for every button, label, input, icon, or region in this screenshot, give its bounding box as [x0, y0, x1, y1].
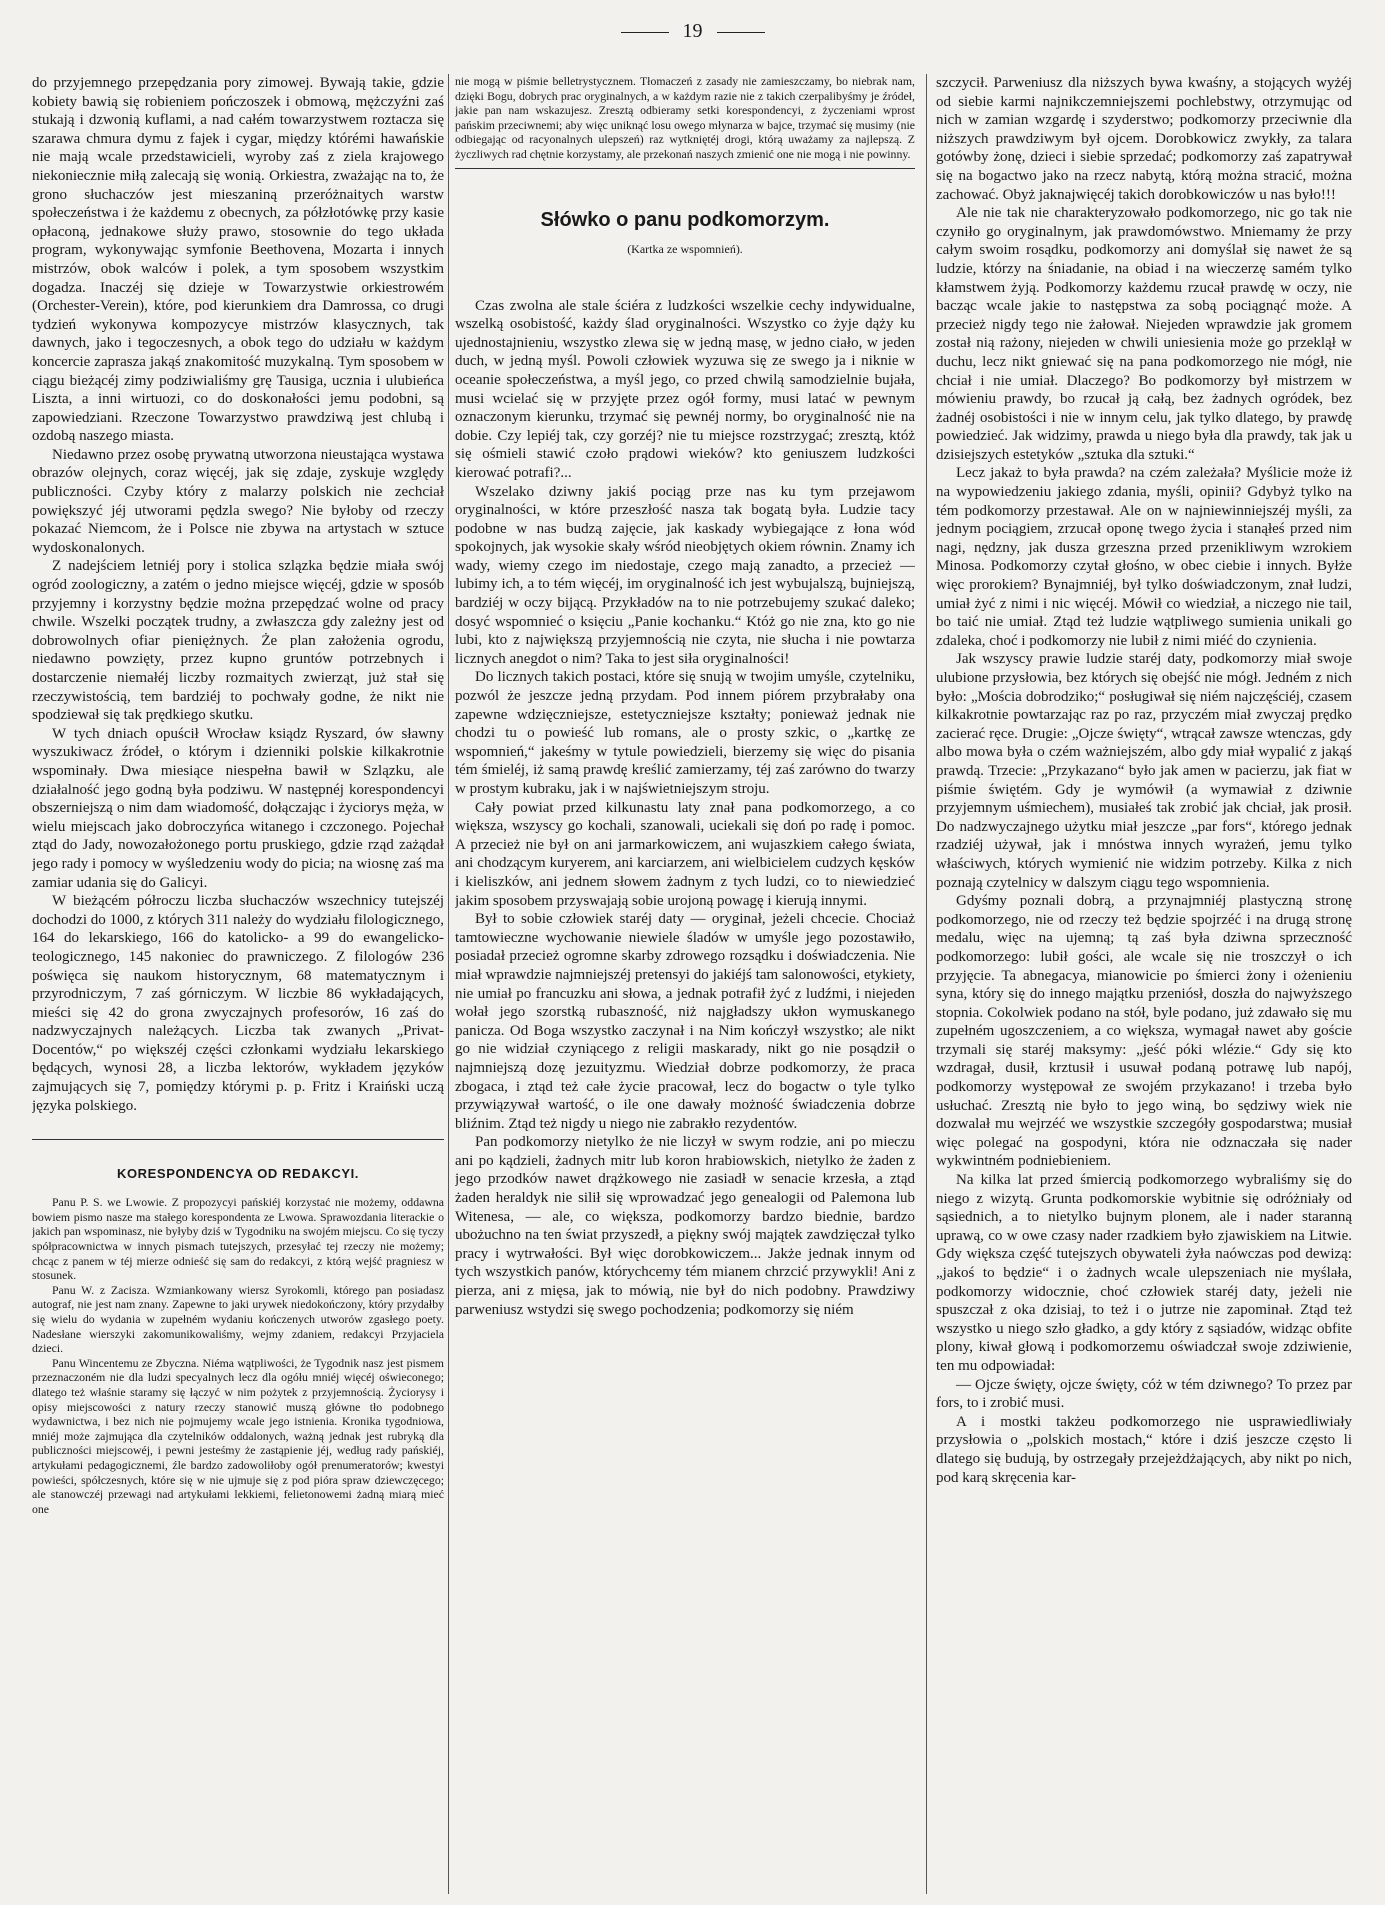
body-paragraph: A i mostki takżeu podkomorzego nie usprawiedliwiały przysłowia o „polskich mostach,“ które i dziś jeszcze często li dlatego się budują, by ostrzegały przejeżdżających, aby nikt po nich, pod karą skręcenia kar-	[936, 1413, 1352, 1486]
divider	[32, 1139, 444, 1140]
body-paragraph: W tych dniach opuścił Wrocław ksiądz Ryszard, ów sławny wyszukiwacz źródeł, o którym i dzienniki polskie kilkakrotnie wspominały. Dwa miesiące niespełna bawił w Szlązku, ale działalność jego godną była podziwu. W następnéj korespondencyi obszerniejszą o nim dam wiadomość, dołączając i życiorys męża, w wielu miejscach jako dobroczyńca witanego i czczonego. Pojechał ztąd do Jady, nowozałożonego portu pruskiego, gdzie rząd zażądał jego rady i pomocy w wyśledzeniu wody do picia; na wiosnę zaś ma zamiar udania się do Galicyi.	[32, 725, 444, 891]
body-paragraph: Wszelako dziwny jakiś pociąg prze nas ku tym przejawom oryginalności, w które przeszłość nasza tak bogatą była. Ludzie tacy podobne w nas budzą zajęcie, jak kaskady wybiegające z łona wód spokojnych, jak wysokie skały wśród nieobjętych okiem równin. Znamy ich wady, wiemy czego im niedostaje, czego mają zanadto, a przecież — lubimy ich, a to tém więcéj, im oryginalność ich jest wybujalszą, bujniejszą, bardziéj w oczy bijącą. Przykładów na to nie potrzebujemy szukać daleko; dosyć wspomnieć o księciu „Panie kochanku.“ Któż go nie zna, kto go nie lubi, kto z największą przyjemnością nie czyta, nie słucha i nie powtarza licznych anegdot o nim? Taka to jest siła oryginalności!	[455, 483, 915, 667]
correspondence-note: nie mogą w piśmie belletrystycznem. Tłomaczeń z zasady nie zamieszczamy, bo niebrak nam, dzięki Bogu, dobrych prac oryginalnych, a w każdym razie nie z takich czerpalibyśmy je źródeł, jakie pan nam wskazujesz. Zresztą odbieramy setki korespondencyi, z życzeniami wprost pańskim przeciwnemi; aby więc uniknąć losu owego młynarza w bajce, trzymać się musimy (nie odbiegając od racyonalnych ulepszeń) raz wytkniętéj drogi, którą uważamy za najlepszą. Z życzliwych rad chętnie korzystamy, ale przekonań naszych zmienić one nie mogą i nie powinny.	[455, 74, 915, 161]
header-rule-left	[621, 32, 669, 33]
body-paragraph: Z nadejściem letniéj pory i stolica szlązka będzie miała swój ogród zoologiczny, a zatém o jedno miejsce więcéj, gdzie w sposób przyjemny i korzystny będzie można przepędzać wolne od pracy chwile. Wszelki początek trudny, a zwłaszcza gdy zależny jest od dobrowolnych ofiar pieniężnych. Że plan założenia ogrodu, niedawno powzięty, przez kupno gruntów potrzebnych i dostarczenie niemałéj liczby rozmaitych zwierząt, już stał się rzeczywistością, tem bardziéj to pochwały godne, że nikt nie spodziewał się tak prędkiego skutku.	[32, 558, 444, 724]
column-right	[936, 74, 1352, 1894]
column-middle	[455, 74, 915, 1894]
correspondence-item: Panu W. z Zacisza. Wzmiankowany wiersz Syrokomli, którego pan posiadasz autograf, nie jest nam znany. Zapewne to jaki urywek niedokończony, który przydałby się wielu do wydania w zupełném wydaniu kończenych utworów zgasłego poety. Nadesłane wierszyki zakomunikowaliśmy, wejmy zdaniem, redakcyi Przyjaciela dzieci.	[32, 1282, 444, 1356]
body-paragraph: szczycił. Parweniusz dla niższych bywa kwaśny, a stojących wyżéj od siebie karmi najnikczemniejszemi pochlebstwy, otrzymując od nich w zamian wzgardę i szyderstwo; podkomorzy przeciwnie dla niższych prawdziwym był ojcem. Dorobkowicz zwykły, za talara gotówby żonę, dzieci i siebie sprzedać; podkomorzy zaś zapatrywał się na bogactwo jako na rzecz nabytą, którą można stracić, można zachować. Obyż jaknajwięcéj takich dorobkowiczów u nas było!!!	[936, 75, 1352, 203]
body-paragraph: do przyjemnego przepędzania pory zimowej. Bywają takie, gdzie kobiety bawią się robieniem pończoszek i obmową, mężczyźni zaś stukają i dzwonią kuflami, a nad całém towarzystwem roztacza się szarawa chmura dymu z fajek i cygar, między którémi hawańskie nie mają wcale przedstawicieli, wyroby zaś z ziela krajowego niekoniecznie miłą zalecają się wonią. Orkiestra, zważając na to, że grono słuchaczów jest mieszaniną przeróżnaitych warstw społeczeństwa i że każdemu z obecnych, za półzłotówkę przy kasie opłaconą, jednakowe służy prawo, stosownie do tego układa program, wykonywając symfonie Beethovena, Mozarta i innych mistrzów, obok walców i polek, a tym sposobem wszystkim dogadza. Inaczéj się dzieje w Towarzystwie orkiestrowém (Orchester-Verein), które, pod kierunkiem dra Damrossa, co drugi tydzień wykonywa kompozycye mistrzów klasycznych, tak dawnych, jako i tegoczesnych, a obok tego do udziału w każdym koncercie zaprasza jakąś znakomitość muzykalną. Tym sposobem w ciągu bieżącéj zimy podziwialiśmy grę Tausiga, ucznia i ulubieńca Liszta, a inni wirtuozi, co do doskonałości jemu podobni, są zapowiedziani. Rzeczone Towarzystwo prawdziwą jest chlubą i ozdobą naszego miasta.	[32, 75, 444, 445]
header-rule-right	[717, 32, 765, 33]
body-paragraph: Ale nie tak nie charakteryzowało podkomorzego, nic go tak nie czyniło go oryginalnym, jak prawdomówstwo. Mniemamy że przy całym swoim rosądku, podkomorzy ani domyślał się nawet że są ludzie, którzy na śniadanie, na obiad i na wieczerzę samém tylko kłamstwem żyją. Podkomorzy każdemu rzucał prawdę w oczy, nie bacząc wcale jakie to następstwa za sobą pociągnąć może. A przecież nigdy tego nie żałował. Niejeden wprawdzie jak gromem został nią rażony, niejeden w chwili uniesienia może go przeklął w duchu, lecz nikt gniewać się na pana podkomorzego nie mógł, nie chciał i nie umiał. Dlaczego? Bo podkomorzy był mistrzem w mówieniu prawdy, bo rzucał ją całą, bez żadnych ogródek, bez żadnéj osobistości i nie w innym celu, jak tylko dlatego, by prawdę powiedzieć. Jak widzimy, prawda u niego była dla prawdy, tak jak u dzisiejszych estetyków „sztuka dla sztuki.“	[936, 205, 1352, 463]
page-header	[0, 20, 1385, 43]
body-paragraph: W bieżącém półroczu liczba słuchaczów wszechnicy tutejszéj dochodzi do 1000, z których 311 należy do wydziału filologicznego, 164 do lekarskiego, 166 do katolicko- a 99 do ewangelicko-teologicznego, 145 nakoniec do prawniczego. Z filologów 236 poświęca się naukom historycznym, 68 matematycznym i przyrodniczym, 7 zaś górniczym. W liczbie 86 wykładających, mieści się 42 do grona zwyczajnych profesorów, 16 zaś do nadzwyczajnych należących. Liczba tak zwanych „Privat-Docentów,“ po większéj części członkami wydziału lekarskiego będących, wynosi 28, a liczba lektorów, wykładem języków zajmujących się 7, pomiędzy którymi p. p. Fritz i Kraiński uczą języka polskiego.	[32, 893, 444, 1114]
body-paragraph: Niedawno przez osobę prywatną utworzona nieustająca wystawa obrazów olejnych, coraz więcéj, jak się zdaje, zyskuje względy publiczności. Czyby który z malarzy polskich nie zechciał powiększyć jéj utworami pędzla swego? Nie byłoby od rzeczy pokazać Niemcom, że i Polsce nie zbywa na artystach w sztuce wydoskonalonych.	[32, 446, 444, 556]
body-paragraph: Pan podkomorzy nietylko że nie liczył w swym rodzie, ani po mieczu ani po kądzieli, żadnych mitr lub koron hrabiowskich, nietylko że żaden z jego przodków nawet drążkowego nie zasiadł w senacie krzesła, a ztąd żaden heraldyk nie silił się wprowadzać jego genealogii od Palemona lub Witenesa, — ale, co większa, podkomorzy bardzo biednie, bardzo ubożuchno na ten świat przyszedł, a piękny swój majątek zawdzięczał tylko pracy i wytrwałości. Był więc dorobkowiczem... Jakże jednak innym od tych wszystkich panów, którychcemy tém mianem chrzcić przywykli! Ani z pierza, ani z mięsa, jak to mówią, nie był do nich podobny. Prawdziwy parweniusz wstydzi się swego pochodzenia; podkomorzy się niém	[455, 1134, 915, 1318]
divider	[455, 168, 915, 169]
correspondence-continuation	[455, 74, 915, 162]
column-rule-2	[926, 74, 927, 1894]
section-title: KORESPONDENCYA OD REDAKCYI.	[116, 1166, 360, 1182]
body-paragraph: Do licznych takich postaci, które się snują w twojim umyśle, czytelniku, pozwól że jeszcze jedną przydam. Pod innem piórem przybrałaby ona zapewne wdzięczniejsze, estetyczniejsze kształty; ponieważ jednak nie chodzi tu o powieść lub romans, ale o prosty szkic, o „kartkę ze wspomnień,“ jakeśmy w tytule powiedzieli, bierzemy się więc do pisania tém śmieléj, iż samą prawdę kreślić zamierzamy, téj zaś zarówno do twarzy w prostym kubraku, jak i w najświetniejszym stroju.	[455, 669, 915, 797]
correspondence-item: Panu P. S. we Lwowie. Z propozycyi pańskiéj korzystać nie możemy, oddawna bowiem pismo nasze ma stałego korespondenta ze Lwowa. Sprawozdania literackie o jakich pan wspominasz, nie byłyby dziś w Tygodniku na swojém miejscu. Co się tyczy spółpracownictwa w innych pismach tutejszych, przesyłać tej rzeczy nie możemy; chcąc z panem w téj mierze odnieść się sam do redakcyi, z którą wejść pragniesz w stosunek.	[32, 1195, 444, 1283]
page-number: 19	[682, 20, 703, 42]
correspondence-item: Panu Wincentemu ze Zbyczna. Niéma wątpliwości, że Tygodnik nasz jest pismem przeznaczoném nie dla ludzi specyalnych lecz dla ogółu mniéj więcéj oświeconego; dlatego też właśnie staramy się łączyć w nim pożytek z przyjemnością. Życiorysy i opisy miejscowości z natury rzeczy stanowić muszą główne tło podobnego wydawnictwa, i bez nich nie pojmujemy wcale jego istnienia. Kronika tygodniowa, mniéj może zajmująca dla czytelników oddalonych, ważną jednak jest rubryką dla publiczności miejscowéj, i pewni jesteśmy że zastąpienie jéj, według rady pańskiéj, artykułami pedagogicznemi, źle bardzo zadowoliłoby ogół prenumeratorów; kwestyi powieści, spółczesnych, które się w nie ujmuje się z pod pióra spraw dziewczęcego; ale stanowczéj przewagi nad artykułami lekkiemi, felietonowemi żadną miarą mieć one	[32, 1355, 444, 1516]
body-paragraph: Lecz jakaż to była prawda? na czém zależała? Myślicie może iż na wypowiedzeniu jakiego zdania, myśli, opinii? Gdybyż tylko na tém podkomorzy przestawał. Ale on w najniewinniejszéj myśli, za jednym pociągiem, zrzucał oponę twego życia i stanąłeś przed nim nagi, nędzny, jak dusza grzeszna przed przenikliwym wzrokiem Minosa. Podkomorzy czytał głośno, w obec ciebie i innych. Byłże więc prorokiem? Bynajmniéj, był tylko doświadczonym, znał ludzi, umiał żyć z nimi i nic więcéj. Mówił co wiedział, a niczego nie tail, bo taić nie umiał. Ztąd też ludzie wątpliwego sumienia unikali go zdaleka, choć i podkomorzy nie lubił z nimi miéć do czynienia.	[936, 465, 1352, 649]
article-title: Słówko o panu podkomorzym.	[540, 208, 830, 231]
body-paragraph: Jak wszyscy prawie ludzie staréj daty, podkomorzy miał swoje ulubione przysłowia, bez których się obejść nie mógł. Jedném z nich było: „Mościa dobrodziko;“ posługiwał się niém najczęściéj, czasem kilkakrotnie powtarzając raz po raz, przyczém miał zwyczaj prędko zacierać ręce. Drugie: „Ojcze święty“, wtrącał zawsze wtenczas, gdy albo mowa była o czém ważniejszém, albo gdy miał wypalić z jakąś prawdą. Trzecie: „Przykazano“ było jak amen w pacierzu, jak fiat w piśmie świętém. Gdy je wymówił (a wymawiał z dziwnie przyjemnym uśmiechem), musiałeś tak zrobić jak chciał, jak prosił. Do nadzwyczajnego użytku miał jeszcze „par fors“, którego jednak rzadziéj używał, jak i mnóstwa innych wyrażeń, jemu tylko właściwych, których wymienić nie widzim potrzeby. Kilka z nich poznają czytelnicy w dalszym ciągu tego wspomnienia.	[936, 651, 1352, 891]
article-subtitle: (Kartka ze wspomnień).	[627, 241, 743, 256]
column-left	[32, 74, 444, 1894]
body-paragraph: Był to sobie człowiek staréj daty — oryginał, jeżeli chcecie. Chociaż tamtowieczne wychowanie niewiele śladów w umyśle jego pozostawiło, posiadał przecież ogromne skarby zdrowego rozsądku i doświadczenia. Nie miał wprawdzie najmniejszéj pretensyi do jakiéjś tam salonowości, etykiety, nie umiał po francuzku ani słowa, a jednak potrafił żyć z ludźmi, i niejeden wołał jego szorstką rubaszność, niż najgładszy ukłon wymuskanego panicza. Od Boga wszystko zaczynał i na Nim kończył wszystko; ale nikt go nie widział czyniącego z religii maskarady, nikt go nie posądził o najmniejszą dozę jezuityzmu. Wiedział dobrze podkomorzy, że praca zbogaca, i ztąd też całe życie pracował, lecz do bogactw o tyle tylko przywiązywał wartość, o ile one dawały możność świadczenia dobrze bliźnim. Ztąd też nigdy u niego nie zabrakło rezydentów.	[455, 911, 915, 1132]
body-paragraph: Na kilka lat przed śmiercią podkomorzego wybraliśmy się do niego z wizytą. Grunta podkomorskie wybitnie się odróżniały od sąsiednich, a to nietylko bujnym plonem, ale i nader staranną uprawą, co w owe czasy nader rzadkiem było zjawiskiem na Litwie. Gdy większa część tutejszych obywateli żyła naówczas pod dewizą: „jakoś to będzie“ i o żadnych wcale ulepszeniach nie myślała, podkomorzy widocznie, choć człowiek staréj daty, jeżeli nie spuszczał z oka dzisiaj, to też i o jutrze nie zapominał. Ztąd też wszystko u niego szło gładko, a gdy który z sąsiadów, widząc obfite plony, kiwał głową i podkomorzemu oświadczał swoje zdziwienie, ten mu odpowiadał:	[936, 1172, 1352, 1374]
body-paragraph: Gdyśmy poznali dobrą, a przynajmniéj plastyczną stronę podkomorzego, nie od rzeczy też będzie spojrzéć i na drugą stronę medalu, więc na ujemną; tą zaś była dziwna sprzeczność podkomorzego: lubił gości, ale wcale się nie troszczył o ich przyjęcie. Ta abnegacya, mianowicie po śmierci żony i ożenieniu syna, który się do innego majątku przeniósł, doszła do najwyższego stopnia. Cokolwiek podano na stół, byle podano, już zdawało się mu zupełném ugoszczeniem, a co większa, wymagał nawet aby goście trzymali się staréj maksymy: „jeść póki wlézie.“ Gdy się kto wzdragał, dusił, krztusił i usuwał podaną potrawę lub napój, podkomorzy występował ze swojém przykazano! i trzeba było usłuchać. Zresztą nie było to jego winą, bo sędziwy wiek nie dozwalał mu wejrzéć we wszystkie szczegóły gospodarstwa; musiał więc polegać na gospodyni, która nie odznaczała się nader wykwintném podniebieniem.	[936, 893, 1352, 1170]
correspondence-section	[32, 1195, 444, 1516]
body-paragraph: — Ojcze święty, ojcze święty, cóż w tém dziwnego? To przez par fors, to i zrobić musi.	[936, 1376, 1352, 1412]
column-rule-1	[448, 74, 449, 1894]
body-paragraph: Cały powiat przed kilkunastu laty znał pana podkomorzego, a co większa, wszyscy go kochali, szanowali, uciekali się doń po radę i pomoc. A przecież nie był on ani jarmarkowiczem, ani wujaszkiem całego świata, ani chodzącym kuryerem, ani karciarzem, ani wielbicielem cudzych kęsków i kieliszków, ani jednem słowem żadnym z tych ludzi, co to niewiedzieć jakim sposobem przyswajają sobie urojoną powagę i kierują innymi.	[455, 799, 915, 909]
body-paragraph: Czas zwolna ale stale ściéra z ludzkości wszelkie cechy indywidualne, wszelką osobistość, każdy ślad oryginalności. Wszystko co żyje dąży ku ujednostajnieniu, wszystko zlewa się w jedną masę, w jedno ciało, w jeden duch, w jedną myśl. Powoli człowiek wyzuwa się ze swego ja i niknie w oceanie społeczeństwa, a myśl jego, co przed chwilą samodzielnie bujała, musi wcielać się w przyjęte przez ogół formy, musi latać w pewnym oznaczonym kierunku, trzymać się pewnéj normy, bo oryginalność nie na dobie. Czy lepiéj tak, czy gorzéj? nie tu miejsce rozstrzygać; zresztą, któż się ośmieli stawić czoło prądowi wieków? kto geniuszem ludzkości kierować potrafi?...	[455, 297, 915, 481]
